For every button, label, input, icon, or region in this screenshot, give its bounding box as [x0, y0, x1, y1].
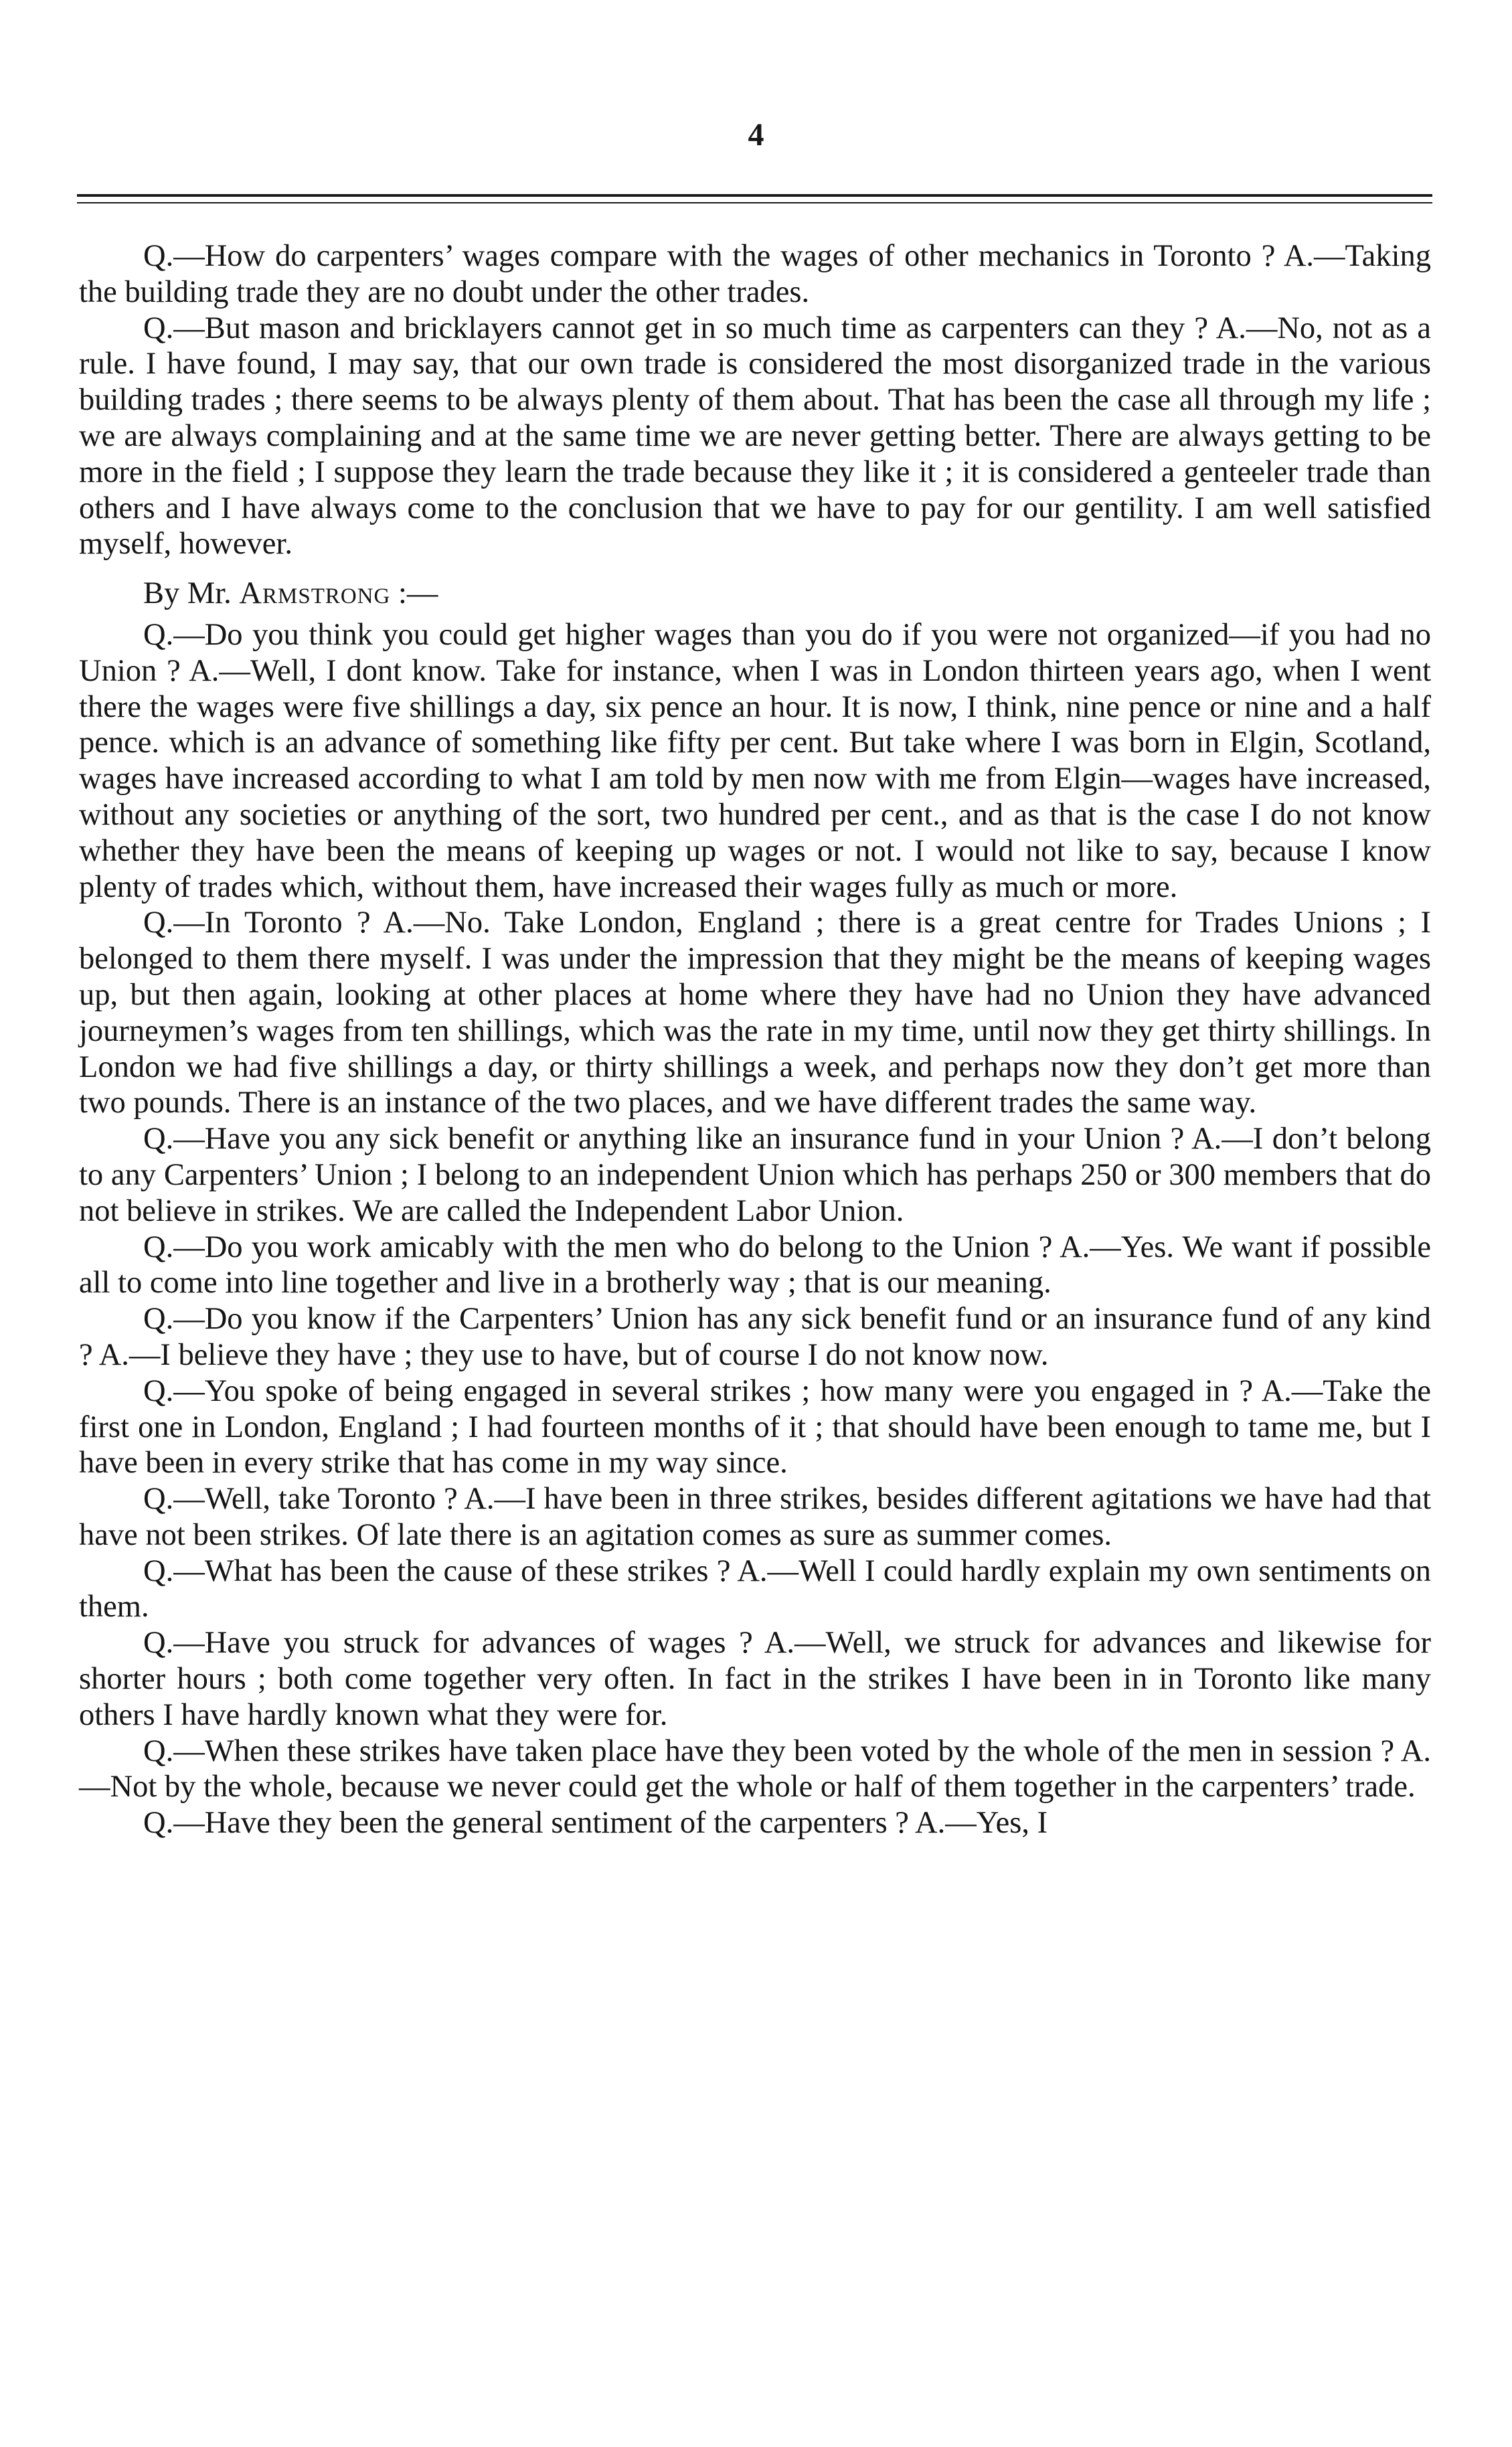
- paragraph: Q.—You spoke of being engaged in several strikes ; how many were you engaged in ? A.—Take the first one in London, England ; I had fourteen months of it ; that should have been enough to tame me, but I have been in every strike that has come in my way since.: [79, 1373, 1431, 1481]
- paragraph: Q.—Do you know if the Carpenters’ Union has any sick benefit fund or an insurance fund of any kind ? A.—I believe they have ; they use to have, but of course I do not know now.: [79, 1302, 1431, 1372]
- paragraph: Q.—Well, take Toronto ? A.—I have been in three strikes, besides different agitations we have had that have not been strikes. Of late there is an agitation comes as sure as summer comes.: [79, 1482, 1431, 1552]
- examiner-name: Armstrong: [239, 576, 391, 611]
- examiner-heading: [79, 576, 1431, 612]
- header-rule-thick: [77, 194, 1432, 197]
- paragraph: Q.—When these strikes have taken place have they been voted by the whole of the men in session ? A.—Not by the whole, because we never could get the whole or half of them together in the carpenters’ trade.: [79, 1734, 1431, 1804]
- paragraph: Q.—In Toronto ? A.—No. Take London, England ; there is a great centre for Trades Unions ; I belonged to them there myself. I was under the impression that they might be the means of keeping wages up, but then again, looking at other places at home where they have had no Union they have advanced journeymen’s wages from ten shillings, which was the rate in my time, until now they get thirty shillings. In London we had five shillings a day, or thirty shillings a week, and perhaps now they don’t get more than two pounds. There is an instance of the two places, and we have different trades the same way.: [79, 906, 1431, 1120]
- paragraph: Q.—Do you work amicably with the men who do belong to the Union ? A.—Yes. We want if possible all to come into line together and live in a brotherly way ; that is our meaning.: [79, 1230, 1431, 1300]
- paragraph: Q.—Have you any sick benefit or anything like an insurance fund in your Union ? A.—I don’t belong to any Carpenters’ Union ; I belong to an independent Union which has perhaps 250 or 300 members that do not believe in strikes. We are called the Independent Labor Union.: [79, 1122, 1431, 1228]
- paragraph: Q.—Have you struck for advances of wages ? A.—Well, we struck for advances and likewise for shorter hours ; both come together very often. In fact in the strikes I have been in in Toronto like many others I have hardly known what they were for.: [79, 1626, 1431, 1732]
- paragraph: Q.—But mason and bricklayers cannot get in so much time as carpenters can they ? A.—No, not as a rule. I have found, I may say, that our own trade is considered the most disorganized trade in the various building trades ; there seems to be always plenty of them about. That has been the case all through my life ; we are always complaining and at the same time we are never getting better. There are always getting to be more in the field ; I suppose they learn the trade because they like it ; it is considered a genteeler trade than others and I have always come to the conclusion that we have to pay for our gentility. I am well satisfied myself, however.: [79, 311, 1431, 562]
- header-rule-thin: [77, 202, 1432, 203]
- examiner-prefix: By Mr.: [143, 576, 232, 611]
- paragraph: Q.—Have they been the general sentiment of the carpenters ? A.—Yes, I: [143, 1806, 1048, 1841]
- body-text: [79, 238, 1431, 1841]
- examiner-suffix: :—: [398, 576, 438, 611]
- page-number: 4: [748, 117, 764, 153]
- paragraph: Q.—How do carpenters’ wages compare with the wages of other mechanics in Toronto ? A.—Taking the building trade they are no doubt under the other trades.: [79, 239, 1431, 309]
- paragraph: Q.—What has been the cause of these strikes ? A.—Well I could hardly explain my own sentiments on them.: [79, 1553, 1431, 1624]
- paragraph: Q.—Do you think you could get higher wages than you do if you were not organized—if you had no Union ? A.—Well, I dont know. Take for instance, when I was in London thirteen years ago, when I went there the wages were five shillings a day, six pence an hour. It is now, I think, nine pence or nine and a half pence. which is an advance of something like fifty per cent. But take where I was born in Elgin, Scotland, wages have increased according to what I am told by men now with me from Elgin—wages have increased, without any societies or anything of the sort, two hundred per cent., and as that is the case I do not know whether they have been the means of keeping up wages or not. I would not like to say, because I know plenty of trades which, without them, have increased their wages fully as much or more.: [79, 617, 1431, 904]
